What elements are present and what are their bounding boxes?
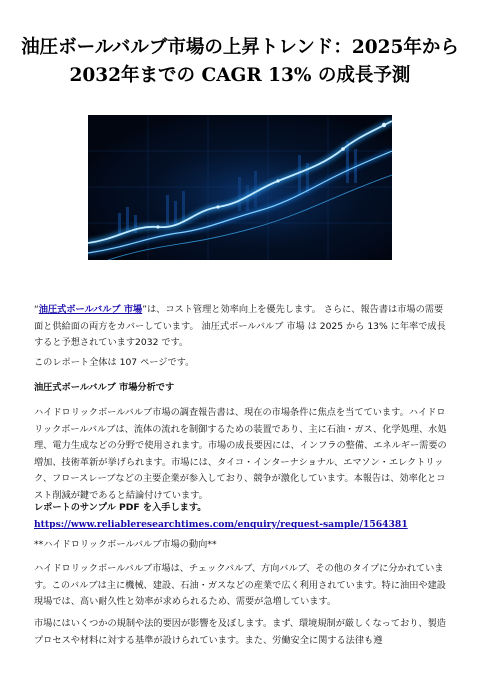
intro-quote: “ <box>34 304 39 315</box>
analysis-heading: 油圧式ボールバルブ 市場分析です <box>34 382 175 393</box>
rising-trend-chart-icon <box>88 115 392 260</box>
page-title: 油圧ボールバルブ市場の上昇トレンド：2025年から2032年までの CAGR 13% の成長予測 <box>21 37 459 86</box>
trends-heading: **ハイドロリックボールバルブ市場の動向** <box>34 539 217 550</box>
intro-text: ”は、コスト管理と効率向上を優先します。 さらに、報告書は市場の需要面と供給面の両方をカバーしています。 油圧式ボールバルブ 市場 は 2025 から 13% に年率で成長すると予想されています2032 です。 <box>34 304 446 348</box>
rising-trend-chart-image <box>88 115 392 260</box>
analysis-paragraph: ハイドロリックボールバルブ市場の調査報告書は、現在の市場条件に焦点を当てています。ハイドロリックボールバルブは、流体の流れを制御するための装置であり、主に石油・ガス、化学処理、水処理、電力生成などの分野で使用されます。市場の成長要因には、インフラの整備、エネルギー需要の増加、技術革新が挙げられます。市場には、タイコ・インターナショナル、エマソン・エレクトリック、フロースレーブなどの主要企業が参入しており、競争が激化しています。本報告は、効率化とコスト削減が鍵であると結論付けています。 <box>34 407 447 501</box>
sample-label: レポートのサンプル PDF を入手します。 <box>34 502 207 513</box>
market-link[interactable]: 油圧式ボールバルブ 市場 <box>38 304 143 315</box>
trends-paragraph: ハイドロリックボールバルブ市場は、チェックバルブ、方向バルブ、その他のタイプに分かれています。このバルブは主に機械、建設、石油・ガスなどの産業で広く利用されています。特に油田や建設現場では、高い耐久性と効率が求められるため、需要が急増しています。 <box>34 563 446 607</box>
intro-paragraph <box>34 302 448 352</box>
page-count-line: このレポート全体は 107 ページです。 <box>34 357 195 368</box>
sample-request-line <box>34 500 448 533</box>
sample-request-link[interactable]: https://www.reliableresearchtimes.com/enquiry/request-sample/1564381 <box>34 518 408 530</box>
regulation-paragraph: 市場にはいくつかの規制や法的要因が影響を及ぼします。まず、環境規制が厳しくなっており、製造プロセスや材料に対する基準が設けられています。また、労働安全に関する法律も遵 <box>34 618 446 646</box>
